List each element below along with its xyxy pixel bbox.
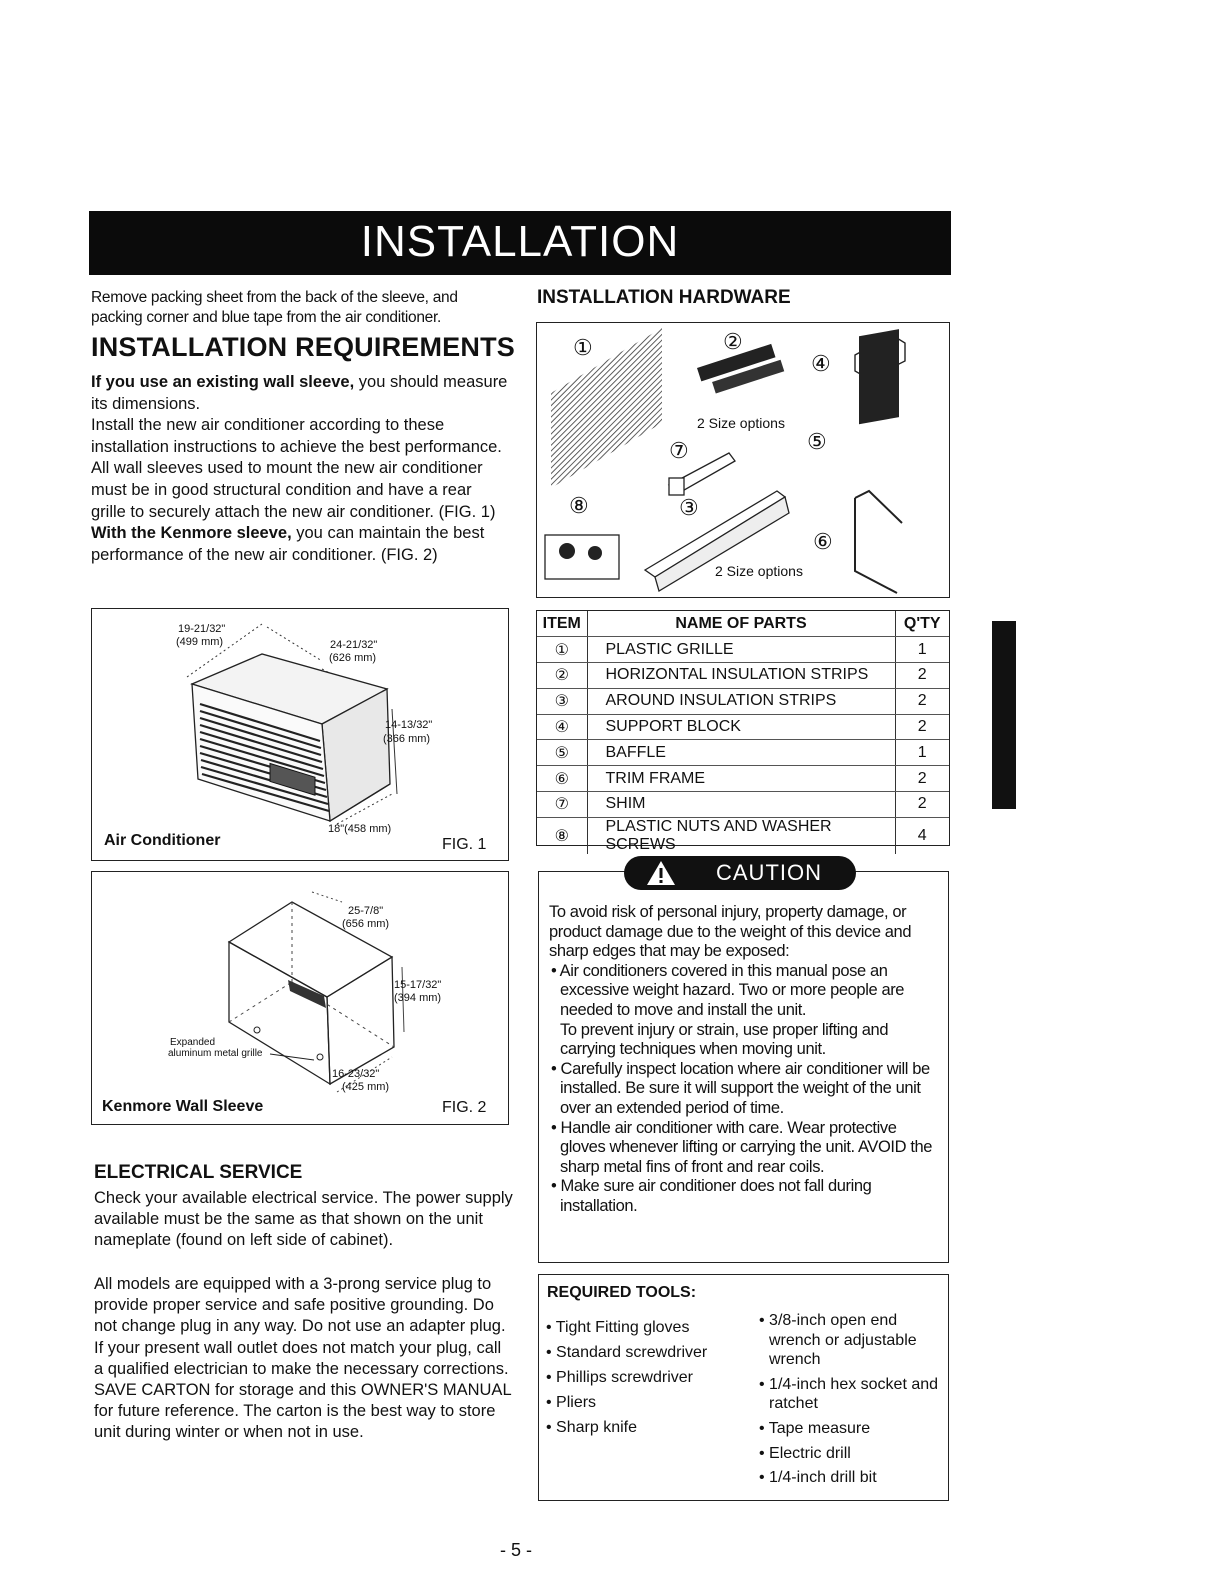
marker-7: ⑦	[669, 438, 689, 463]
hardware-heading: INSTALLATION HARDWARE	[537, 287, 791, 308]
table-row	[537, 817, 949, 854]
marker-2: ②	[723, 329, 743, 354]
list-item: • 1/4-inch drill bit	[759, 1469, 877, 1487]
nuts-screws-box	[545, 535, 619, 579]
fig1-height-dim: 14-13/32"	[385, 719, 433, 731]
caution-bullet-falling: • Make sure air conditioner does not fall during installation.	[551, 1177, 872, 1215]
row-item: ③	[537, 688, 587, 714]
hardware-parts-drawing	[537, 323, 949, 597]
marker-5: ⑤	[807, 429, 827, 454]
fig2-grille-label-1: Expanded	[170, 1037, 216, 1048]
figure-1-box	[91, 608, 509, 861]
caution-text	[549, 903, 945, 1217]
row-item: ②	[537, 663, 587, 689]
list-item: • Standard screwdriver	[546, 1344, 708, 1361]
marker-4: ④	[811, 351, 831, 376]
page-number: - 5 -	[500, 1540, 533, 1560]
electrical-paragraph-2: All models are equipped with a 3-prong service plug to provide proper service and safe positive grounding. Do not change plug in any way. Do not use an adapter plug. If your present wall outlet does not match your plug, call a qualified electrician to make the necessary corrections. SAVE CARTON for storage and this OWNER'S MANUAL for future reference. The carton is the best way to store unit during winter or when not in use.	[94, 1275, 512, 1442]
table-row	[537, 688, 949, 714]
row-qty: 1	[895, 740, 949, 766]
existing-sleeve-text: you should measure its dimensions.	[91, 373, 508, 413]
row-item: ⑥	[537, 766, 587, 792]
parts-table	[536, 610, 950, 853]
existing-sleeve-lead: If you use an existing wall sleeve,	[91, 373, 355, 391]
figure-2-box	[91, 871, 509, 1125]
row-name: TRIM FRAME	[587, 766, 895, 792]
table-row	[537, 792, 949, 818]
marker-3: ③	[679, 495, 699, 520]
requirements-body	[91, 372, 511, 566]
row-qty: 1	[895, 637, 949, 663]
caution-bullet-handling: • Handle air conditioner with care. Wear protective gloves whenever lifting or carrying the unit. AVOID the sharp metal fins of front and rear coils.	[551, 1118, 933, 1176]
baffle-shape	[859, 329, 899, 424]
fig1-width-dim: 19-21/32"	[178, 623, 226, 635]
marker-8: ⑧	[569, 493, 589, 518]
table-row	[537, 740, 949, 766]
fig2-depth-dim: 25-7/8"	[348, 905, 384, 917]
caution-badge	[624, 856, 856, 890]
wall-sleeve-drawing	[92, 872, 508, 1124]
kenmore-sleeve-text: you can maintain the best performance of the new air conditioner. (FIG. 2)	[91, 524, 485, 564]
row-qty: 2	[895, 792, 949, 818]
row-item: ⑦	[537, 792, 587, 818]
header-name: NAME OF PARTS	[587, 611, 895, 637]
marker-1: ①	[573, 335, 593, 360]
row-name: PLASTIC NUTS AND WASHER SCREWS	[587, 817, 895, 854]
electrical-paragraph-1: Check your available electrical service. The power supply available must be the same as that shown on the unit nameplate (found on left side of cabinet).	[94, 1189, 513, 1250]
row-qty: 2	[895, 766, 949, 792]
caution-title: CAUTION	[716, 860, 822, 885]
table-row	[537, 766, 949, 792]
fig2-label: Kenmore Wall Sleeve	[102, 1098, 264, 1115]
fig1-height-mm: (366 mm)	[383, 733, 431, 745]
fig2-grille-label-2: aluminum metal grille	[168, 1048, 263, 1059]
list-item: • Pliers	[546, 1394, 597, 1411]
intro-text: Remove packing sheet from the back of the sleeve, and packing corner and blue tape from the air conditioner.	[91, 289, 458, 326]
fig1-number: FIG. 1	[442, 836, 487, 853]
caution-bullet-weight-lifting: To prevent injury or strain, use proper lifting and carrying techniques when moving unit.	[560, 1020, 889, 1059]
warning-icon	[646, 860, 676, 886]
language-side-tab	[992, 621, 1016, 809]
table-row	[537, 637, 949, 663]
fig2-height-dim: 15-17/32"	[394, 979, 442, 991]
air-conditioner-drawing	[92, 609, 508, 860]
caution-bullet-location: • Carefully inspect location where air conditioner will be installed. Be sure it will support the weight of the unit over an extended period of time.	[551, 1059, 930, 1117]
list-item: • Electric drill	[759, 1444, 851, 1462]
list-item: • 3/8-inch open end wrench or adjustable wrench	[759, 1312, 917, 1369]
header-qty: Q'TY	[895, 611, 949, 637]
list-item: • Tape measure	[759, 1419, 871, 1437]
size-options-b: 2 Size options	[715, 563, 803, 579]
caution-intro: To avoid risk of personal injury, property damage, or product damage due to the weight of this device and sharp edges that may be exposed:	[549, 903, 912, 961]
row-qty: 4	[917, 826, 927, 844]
tools-list-right	[759, 1311, 949, 1493]
requirements-paragraph: Install the new air conditioner according to these installation instructions to achieve the best performance. All wall sleeves used to mount the new air conditioner must be in good structural condition and have a rear grille to securely attach the new air conditioner. (FIG. 1)	[91, 416, 502, 521]
row-qty: 2	[895, 688, 949, 714]
table-row	[537, 714, 949, 740]
row-name: BAFFLE	[587, 740, 895, 766]
list-item: • 1/4-inch hex socket and ratchet	[759, 1375, 939, 1413]
size-options-a: 2 Size options	[697, 415, 785, 431]
fig2-width-dim: 16-23/32"	[332, 1068, 380, 1080]
fig1-base-dim: 18"(458 mm)	[328, 823, 392, 835]
list-item: • Tight Fitting gloves	[546, 1319, 690, 1336]
plastic-grille-shape	[551, 328, 662, 488]
parts-table-header	[537, 611, 949, 637]
row-item: ①	[537, 637, 587, 663]
row-name: PLASTIC GRILLE	[587, 637, 895, 663]
row-item: ⑧	[537, 817, 587, 854]
kenmore-sleeve-lead: With the Kenmore sleeve,	[91, 524, 292, 543]
fig2-number: FIG. 2	[442, 1099, 487, 1116]
fig2-depth-mm: (656 mm)	[342, 918, 390, 930]
fig1-depth-mm: (626 mm)	[329, 652, 377, 664]
caution-bullet-weight: • Air conditioners covered in this manual pose an excessive weight hazard. Two or more people are needed to move and install the unit.	[551, 961, 905, 1019]
hardware-illustration	[536, 322, 950, 598]
fig2-height-mm: (394 mm)	[394, 992, 442, 1004]
row-item: ⑤	[537, 740, 587, 766]
fig1-depth-dim: 24-21/32"	[330, 639, 378, 651]
row-name: SHIM	[587, 792, 895, 818]
tools-list-left	[546, 1315, 756, 1440]
list-item: • Sharp knife	[546, 1419, 637, 1436]
list-item: • Phillips screwdriver	[546, 1369, 693, 1386]
trim-frame-shape	[855, 491, 902, 593]
fig2-width-mm: (425 mm)	[342, 1081, 390, 1093]
electrical-heading: ELECTRICAL SERVICE	[94, 1162, 303, 1183]
marker-6: ⑥	[813, 529, 833, 554]
row-item: ④	[537, 714, 587, 740]
row-qty: 2	[895, 714, 949, 740]
table-row	[537, 663, 949, 689]
row-qty: 2	[895, 663, 949, 689]
requirements-heading: INSTALLATION REQUIREMENTS	[91, 332, 515, 362]
section-banner: INSTALLATION	[89, 211, 951, 275]
fig1-label: Air Conditioner	[104, 832, 221, 849]
row-name: AROUND INSULATION STRIPS	[587, 688, 895, 714]
row-name: HORIZONTAL INSULATION STRIPS	[587, 663, 895, 689]
header-item: ITEM	[537, 611, 587, 637]
row-name: SUPPORT BLOCK	[587, 714, 895, 740]
required-tools-heading: REQUIRED TOOLS:	[547, 1284, 697, 1301]
fig1-width-mm: (499 mm)	[176, 636, 224, 648]
